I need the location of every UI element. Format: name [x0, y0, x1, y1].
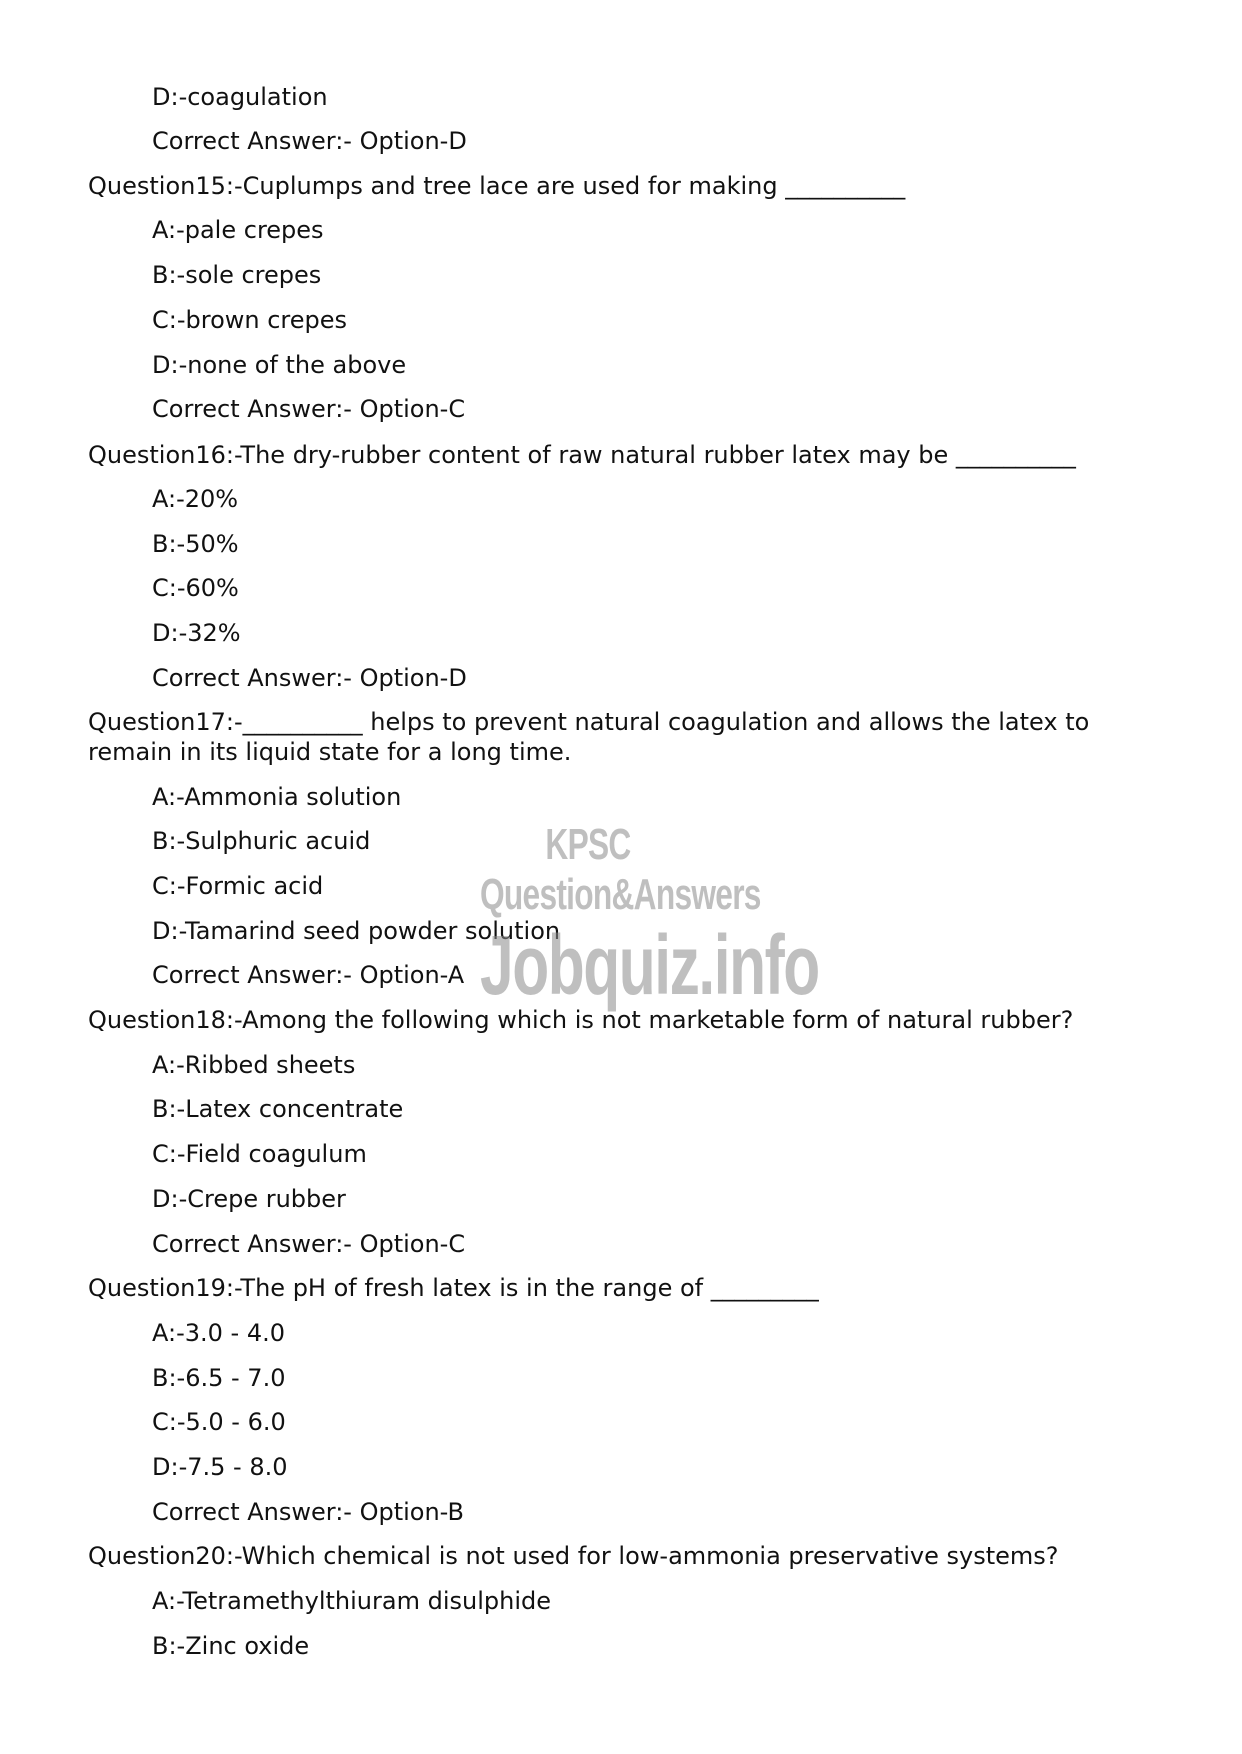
q15-option-d: D:-none of the above — [152, 351, 407, 379]
q17-option-d: D:-Tamarind seed powder solution — [152, 917, 561, 945]
watermark-line-1: KPSC Question&Answers — [480, 820, 761, 919]
q20-option-a: A:-Tetramethylthiuram disulphide — [152, 1587, 551, 1615]
q15-correct-answer: Correct Answer:- Option-C — [152, 395, 466, 423]
q16-option-b: B:-50% — [152, 530, 239, 558]
question-16: Question16:-The dry-rubber content of raw natural rubber latex may be __________ — [88, 441, 1076, 469]
question-17: Question17:-__________ helps to prevent natural coagulation and allows the latex to remain in its liquid state for a long time. — [88, 708, 1090, 766]
q17-option-b: B:-Sulphuric acuid — [152, 827, 371, 855]
q20-option-b: B:-Zinc oxide — [152, 1632, 310, 1660]
question-18: Question18:-Among the following which is not marketable form of natural rubber? — [88, 1006, 1074, 1034]
q17-correct-answer: Correct Answer:- Option-A — [152, 961, 465, 989]
q16-option-d: D:-32% — [152, 619, 241, 647]
q14-option-d: D:-coagulation — [152, 83, 328, 111]
q18-option-b: B:-Latex concentrate — [152, 1095, 404, 1123]
q19-option-c: C:-5.0 - 6.0 — [152, 1408, 286, 1436]
q15-option-a: A:-pale crepes — [152, 216, 324, 244]
q19-correct-answer: Correct Answer:- Option-B — [152, 1498, 464, 1526]
q15-option-b: B:-sole crepes — [152, 261, 322, 289]
watermark — [480, 820, 819, 1012]
q16-correct-answer: Correct Answer:- Option-D — [152, 664, 467, 692]
question-19: Question19:-The pH of fresh latex is in the range of _________ — [88, 1274, 819, 1302]
q19-option-d: D:-7.5 - 8.0 — [152, 1453, 288, 1481]
q16-option-a: A:-20% — [152, 485, 239, 513]
q17-option-a: A:-Ammonia solution — [152, 783, 402, 811]
q14-correct-answer: Correct Answer:- Option-D — [152, 127, 467, 155]
question-20: Question20:-Which chemical is not used for low-ammonia preservative systems? — [88, 1542, 1059, 1570]
q18-option-a: A:-Ribbed sheets — [152, 1051, 356, 1079]
q16-option-c: C:-60% — [152, 574, 239, 602]
q18-correct-answer: Correct Answer:- Option-C — [152, 1230, 466, 1258]
question-15: Question15:-Cuplumps and tree lace are used for making __________ — [88, 172, 906, 200]
q15-option-c: C:-brown crepes — [152, 306, 348, 334]
watermark-line-2: Jobquiz.info — [480, 918, 819, 1012]
q19-option-a: A:-3.0 - 4.0 — [152, 1319, 285, 1347]
q18-option-d: D:-Crepe rubber — [152, 1185, 346, 1213]
q19-option-b: B:-6.5 - 7.0 — [152, 1364, 286, 1392]
q18-option-c: C:-Field coagulum — [152, 1140, 367, 1168]
q17-option-c: C:-Formic acid — [152, 872, 324, 900]
